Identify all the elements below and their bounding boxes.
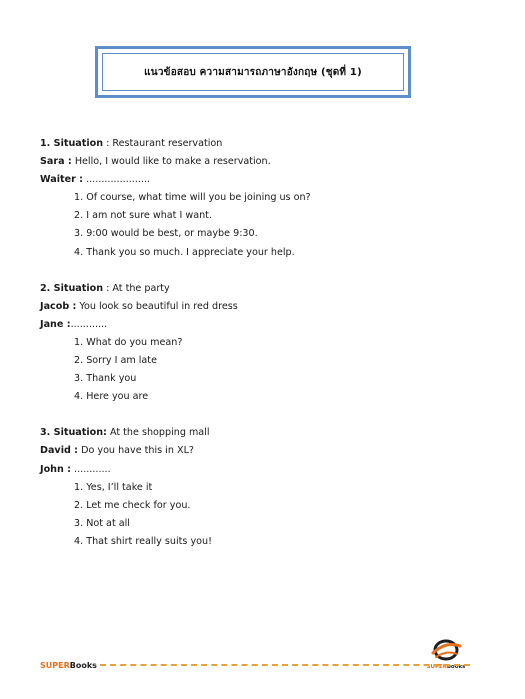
answer-option: 3. Not at all [74,517,130,529]
situation-line [40,424,500,442]
answer-option: 4. Thank you so much. I appreciate your help. [74,246,295,258]
answer-option: 2. I am not sure what I want. [74,210,212,222]
dialogue-text: Do you have this in XL? [78,445,195,457]
page-title: แนวข้อสอบ ความสามารถภาษาอังกฤษ (ชุดที่ 1) [144,66,362,78]
title-box [95,46,411,98]
dialogue-line [40,316,500,334]
situation-label: 3. Situation: [40,427,107,439]
situation-line [40,280,500,298]
logo-word-super: SUPER [426,664,447,670]
dialogue-line [40,171,500,189]
answer-option: 2. Sorry I am late [74,355,157,367]
speaker-name: Jane : [40,318,71,330]
dialogue-line [40,153,500,171]
dialogue-text: Hello, I would like to make a reservation. [71,156,271,168]
situation-label: 2. Situation [40,282,104,294]
dialogue-line [40,442,500,460]
questions-container [40,135,500,569]
answer-option: 4. Here you are [74,391,149,403]
logo-word-books: books [447,664,466,670]
dialogue-text: ..................... [83,174,151,186]
footer-rule [100,664,470,666]
speaker-name: Jacob : [40,300,77,312]
dialogue-text: ............ [70,318,108,330]
situation-text: : Restaurant reservation [103,138,223,149]
footer-brand-super: SUPER [40,660,70,670]
dialogue-text: ............ [71,463,111,475]
title-box-inner [102,53,404,91]
dialogue-text: You look so beautiful in red dress [76,300,238,312]
dialogue-line [40,298,500,316]
situation-line [40,135,500,153]
question-3 [40,424,500,551]
speaker-name: Sara : [40,156,72,168]
dialogue-line [40,461,500,479]
footer-brand-books: Books [69,660,97,670]
speaker-name: John : [40,463,71,475]
situation-label: 1. Situation [40,138,104,149]
footer [40,658,470,672]
situation-text: : At the party [103,282,170,294]
situation-text: At the shopping mall [106,427,210,439]
answer-option: 1. Yes, I’ll take it [74,481,153,493]
question-2 [40,280,500,407]
speaker-name: David : [40,445,79,457]
speaker-name: Waiter : [40,174,84,186]
answer-option: 1. Of course, what time will you be joining us on? [74,192,311,204]
answer-option: 1. What do you mean? [74,336,183,348]
question-1 [40,135,500,262]
answer-option: 3. Thank you [74,373,137,385]
answer-option: 3. 9:00 would be best, or maybe 9:30. [74,228,258,240]
answer-option: 2. Let me check for you. [74,499,191,511]
answer-option: 4. That shirt really suits you! [74,535,212,547]
